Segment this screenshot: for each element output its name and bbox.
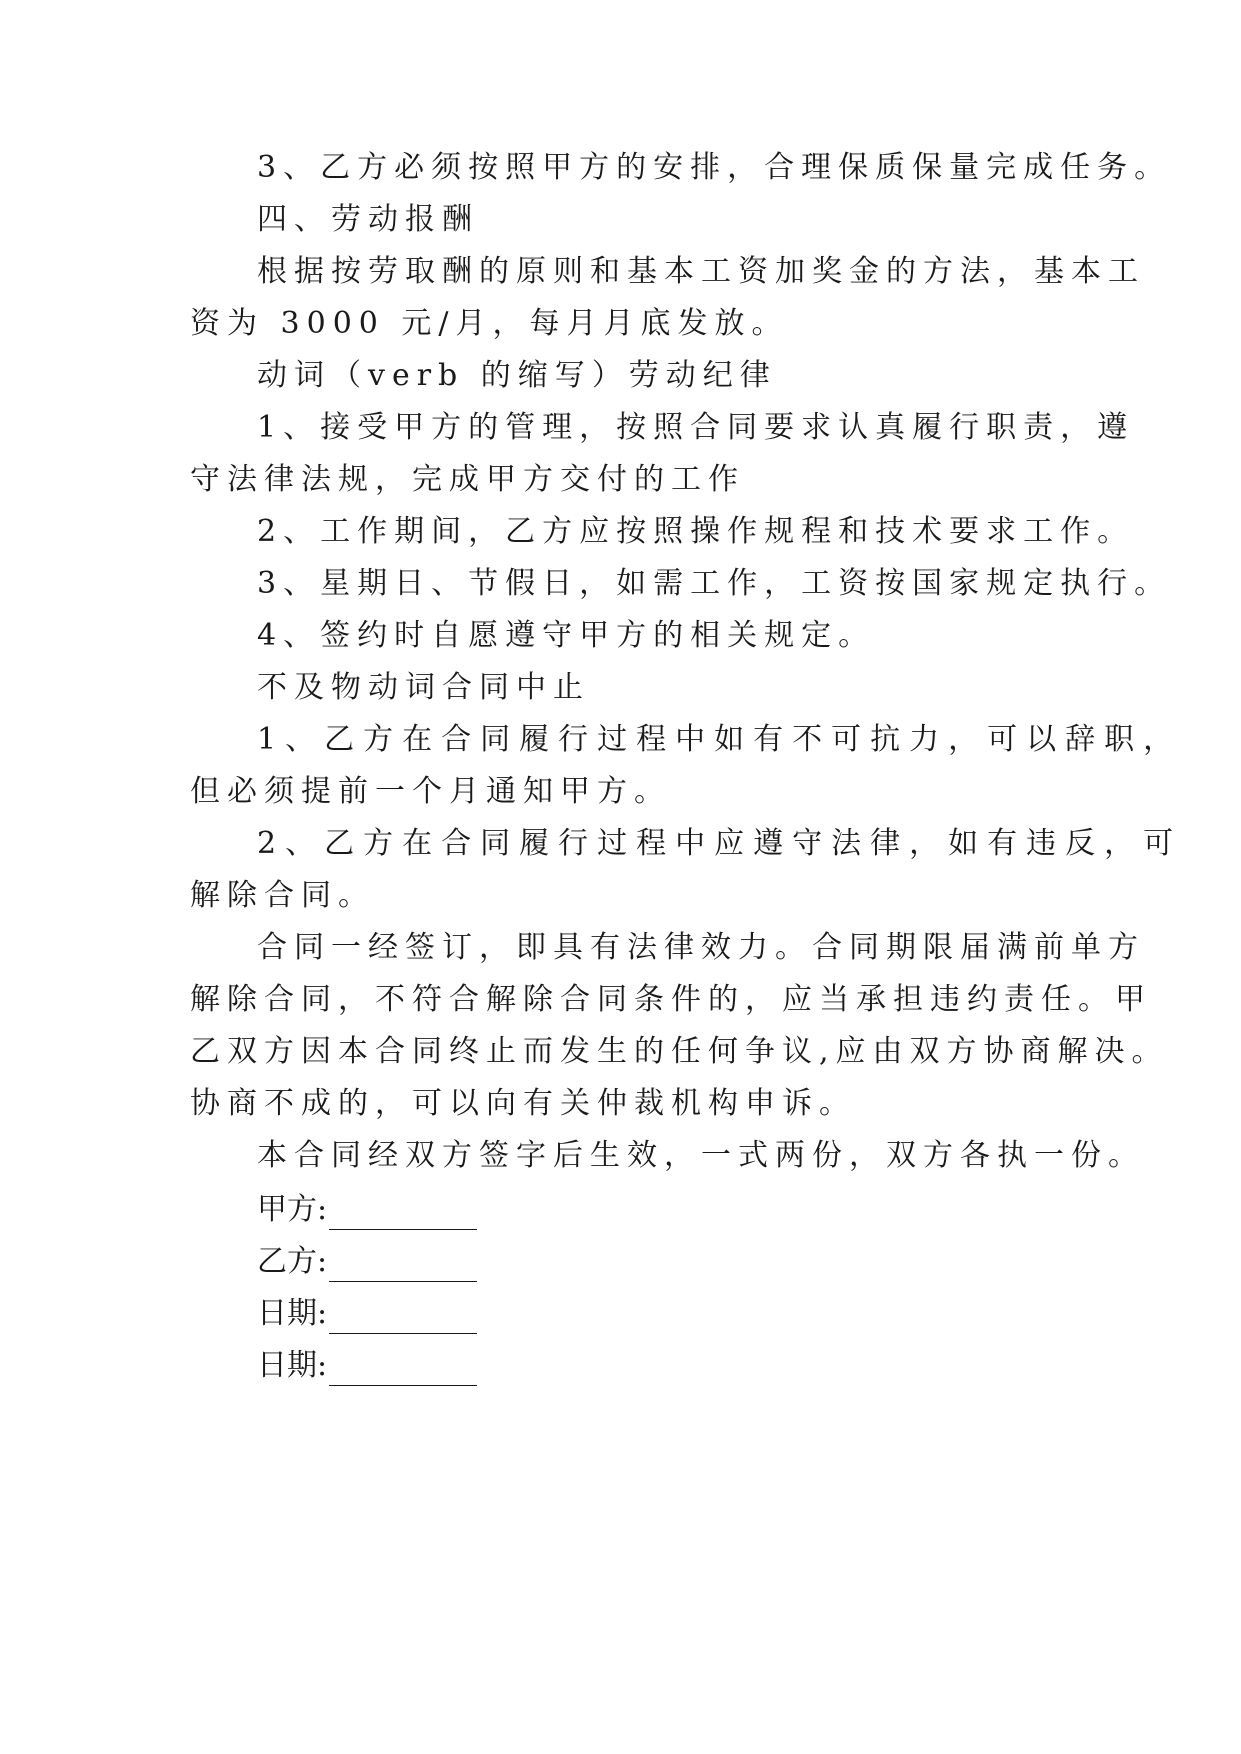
section-heading-remuneration: 四、劳动报酬 bbox=[257, 202, 479, 237]
suspension-item-1-line-2: 但必须提前一个月通知甲方。 bbox=[190, 774, 671, 809]
legal-effect-paragraph-line-3: 乙双方因本合同终止而发生的任何争议,应由双方协商解决。 bbox=[190, 1034, 1169, 1069]
signature-label: 日期: bbox=[257, 1348, 328, 1383]
remuneration-paragraph-line-2: 资为 3000 元/月，每月月底发放。 bbox=[190, 306, 789, 341]
signature-party-a bbox=[257, 1190, 477, 1230]
discipline-item-4: 4、签约时自愿遵守甲方的相关规定。 bbox=[257, 618, 876, 653]
signature-blank bbox=[329, 1303, 477, 1334]
suspension-item-2-line-2: 解除合同。 bbox=[190, 878, 375, 913]
section-heading-labor-discipline: 动词（verb 的缩写）劳动纪律 bbox=[257, 358, 777, 393]
signature-date-1 bbox=[257, 1294, 477, 1334]
signature-blank bbox=[329, 1355, 477, 1386]
discipline-item-3: 3、星期日、节假日，如需工作，工资按国家规定执行。 bbox=[257, 566, 1172, 601]
suspension-item-1-line-1: 1、乙方在合同履行过程中如有不可抗力，可以辞职， bbox=[257, 722, 1183, 757]
signature-blank bbox=[329, 1251, 477, 1282]
remuneration-paragraph-line-1: 根据按劳取酬的原则和基本工资加奖金的方法，基本工 bbox=[257, 254, 1145, 289]
signature-date-2 bbox=[257, 1346, 477, 1386]
effectiveness-clause: 本合同经双方签字后生效，一式两份，双方各执一份。 bbox=[257, 1138, 1145, 1173]
discipline-item-1-line-2: 守法律法规，完成甲方交付的工作 bbox=[190, 462, 745, 497]
legal-effect-paragraph-line-2: 解除合同，不符合解除合同条件的，应当承担违约责任。甲 bbox=[190, 982, 1152, 1017]
legal-effect-paragraph-line-4: 协商不成的，可以向有关仲裁机构申诉。 bbox=[190, 1086, 856, 1121]
signature-blank bbox=[329, 1199, 477, 1230]
suspension-item-2-line-1: 2、乙方在合同履行过程中应遵守法律，如有违反，可 bbox=[257, 826, 1183, 861]
clause-3-task-completion: 3、乙方必须按照甲方的安排，合理保质保量完成任务。 bbox=[257, 150, 1172, 185]
discipline-item-2: 2、工作期间，乙方应按照操作规程和技术要求工作。 bbox=[257, 514, 1135, 549]
section-heading-contract-suspension: 不及物动词合同中止 bbox=[257, 670, 590, 705]
signature-label: 乙方: bbox=[257, 1244, 328, 1279]
signature-label: 日期: bbox=[257, 1296, 328, 1331]
legal-effect-paragraph-line-1: 合同一经签订，即具有法律效力。合同期限届满前单方 bbox=[257, 930, 1145, 965]
discipline-item-1-line-1: 1、接受甲方的管理，按照合同要求认真履行职责，遵 bbox=[257, 410, 1135, 445]
signature-label: 甲方: bbox=[257, 1192, 328, 1227]
signature-party-b bbox=[257, 1242, 477, 1282]
